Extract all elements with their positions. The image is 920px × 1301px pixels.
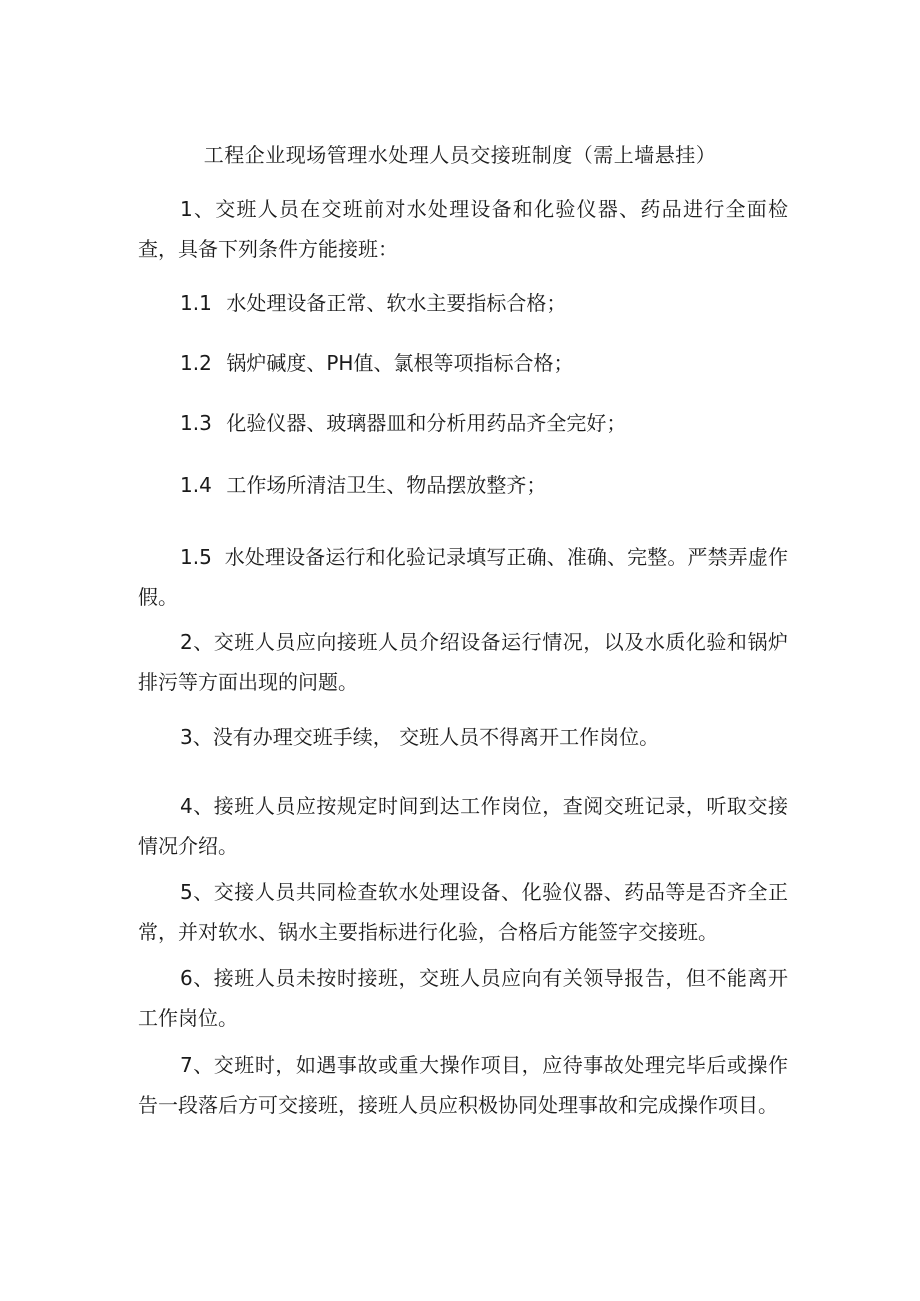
rule-6: 6、接班人员未按时接班，交班人员应向有关领导报告，但不能离开工作岗位。 — [138, 966, 788, 1030]
item-text: 水处理设备运行和化验记录填写正确、准确、完整。严禁弄虚作假。 — [138, 545, 789, 609]
rule-5: 5、交接人员共同检查软水处理设备、化验仪器、药品等是否齐全正常，并对软水、锅水主要指标进行化验，合格后方能签字交接班。 — [138, 880, 788, 944]
item-1-3 — [180, 403, 790, 443]
item-text: 水处理设备正常、软水主要指标合格； — [226, 291, 567, 315]
item-1-2 — [180, 343, 790, 383]
rule-4: 4、接班人员应按规定时间到达工作岗位，查阅交班记录，听取交接情况介绍。 — [138, 794, 788, 858]
item-number: 1.5 — [180, 545, 212, 569]
item-number: 1.3 — [180, 411, 212, 435]
item-1-4 — [180, 465, 790, 505]
item-text: 化验仪器、玻璃器皿和分析用药品齐全完好； — [226, 411, 627, 435]
item-number: 1.1 — [180, 291, 212, 315]
item-number: 1.4 — [180, 473, 212, 497]
item-number: 1.2 — [180, 351, 212, 375]
rule-3: 3、没有办理交班手续， 交班人员不得离开工作岗位。 — [180, 725, 660, 749]
item-1-1 — [180, 283, 790, 323]
item-text: 工作场所清洁卫生、物品摆放整齐； — [226, 473, 547, 497]
item-1-5 — [138, 537, 788, 617]
item-text: 锅炉碱度、PH值、氯根等项指标合格； — [226, 351, 574, 375]
rule-2: 2、交班人员应向接班人员介绍设备运行情况，以及水质化验和锅炉排污等方面出现的问题。 — [138, 630, 788, 694]
document-title: 工程企业现场管理水处理人员交接班制度（需上墙悬挂） — [203, 143, 717, 167]
rule-1: 1、交班人员在交班前对水处理设备和化验仪器、药品进行全面检查，具备下列条件方能接班： — [138, 197, 788, 261]
rule-7: 7、交班时，如遇事故或重大操作项目，应待事故处理完毕后或操作告一段落后方可交接班，接班人员应积极协同处理事故和完成操作项目。 — [138, 1053, 788, 1117]
